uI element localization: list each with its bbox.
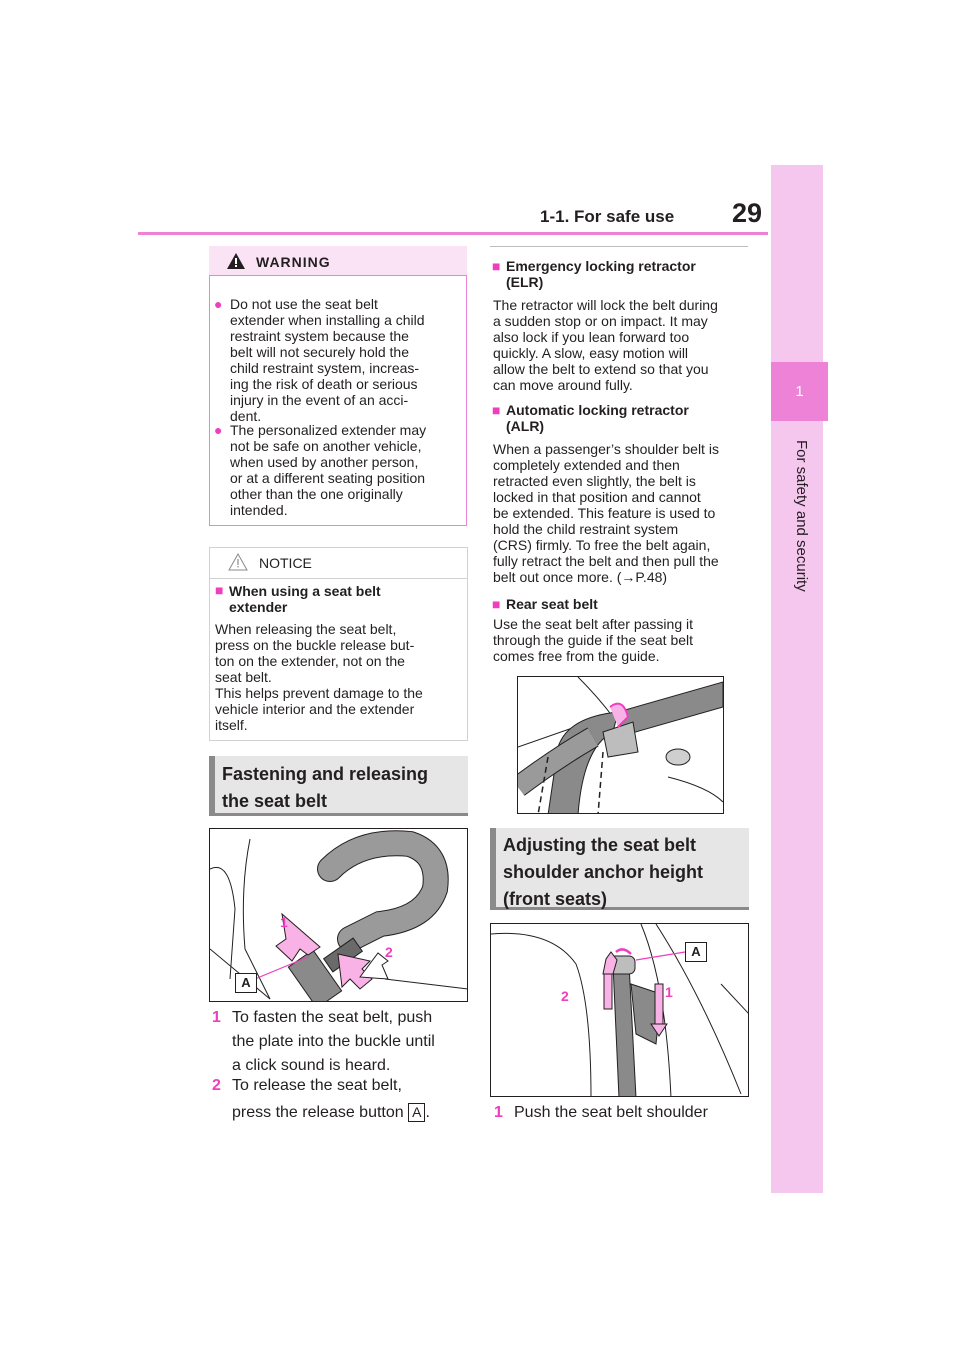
right-column-rule [490,246,748,247]
adjusting-label-a: A [685,942,707,962]
warning-item-1: Do not use the seat belt extender when installing a child restraint system because the belt will not securely hold the child restraint system, increas- ing the risk of death or serious injury in the event of an acci- dent. [230,296,425,424]
side-tab-label: For safety and security [793,440,810,592]
notice-title: NOTICE [259,555,312,571]
fastening-label-a: A [235,973,257,993]
elr-square-icon: ■ [492,258,501,274]
elr-heading: Emergency locking retractor (ELR) [506,258,696,290]
header-rule [138,232,768,235]
alr-body: When a passenger’s shoulder belt is completely extended and then retracted even slightly, the belt is locked in that position and cannot be extended. This feature is used to hold the child restraint system (CRS) firmly. To free the belt again, fully retract the belt and then pull the belt out once more. (→P.48) [493,441,719,585]
notice-subheading: When using a seat belt extender [229,583,381,615]
fastening-step-1-text: To fasten the seat belt, push the plate into the buckle until a click sound is heard. [232,1009,435,1074]
rear-body: Use the seat belt after passing it through the guide if the seat belt comes free from the guide. [493,616,694,664]
shoulder-anchor-illustration [491,924,749,1097]
warning-bullet-1: ● [214,296,223,312]
rear-belt-figure [517,676,724,814]
release-button-key: A [408,1103,425,1122]
warning-header [209,246,467,276]
alr-heading: Automatic locking retractor (ALR) [506,402,689,434]
notice-square-icon: ■ [215,582,224,598]
warning-triangle-icon [226,252,246,270]
adjusting-label-2: 2 [561,988,569,1004]
adjusting-step-1-text: Push the seat belt shoulder [514,1104,708,1121]
side-tab-number: 1 [795,383,804,400]
fastening-label-1: 1 [280,914,288,930]
alr-square-icon: ■ [492,402,501,418]
notice-body: When releasing the seat belt, press on the buckle release but- ton on the extender, not on the seat belt. This helps prevent damage to the vehicle interior and the extender itself. [215,621,423,733]
rear-belt-guide-illustration [518,677,724,814]
notice-divider [209,578,468,579]
fastening-step-1-num: 1 [212,1009,221,1026]
rear-heading: Rear seat belt [506,596,598,612]
fastening-heading: Fastening and releasing the seat belt [222,764,429,811]
section-title: 1-1. For safe use [540,207,675,226]
rear-square-icon: ■ [492,596,501,612]
fastening-figure [209,828,468,1002]
adjusting-step-1-num: 1 [494,1104,503,1121]
side-tab-strip [771,165,823,1193]
adjusting-heading: Adjusting the seat belt shoulder anchor height (front seats) [503,835,704,909]
notice-triangle-icon [228,553,248,571]
fastening-step-2-text: To release the seat belt, press the release button A . [232,1077,430,1121]
fastening-step-2-num: 2 [212,1077,221,1094]
page-number: 29 [732,198,763,228]
adjusting-label-1: 1 [665,984,673,1000]
fastening-label-2: 2 [385,944,393,960]
warning-bullet-2: ● [214,422,223,438]
warning-item-2: The personalized extender may not be safe on another vehicle, when used by another person, or at a different seating position other than the one originally intended. [230,422,427,518]
warning-title: WARNING [256,254,331,270]
elr-body: The retractor will lock the belt during a sudden stop or on impact. It may also lock if you lean forward too quickly. A slow, easy motion will allow the belt to extend so that you can move around fully. [493,297,718,393]
adjusting-figure [490,923,749,1097]
